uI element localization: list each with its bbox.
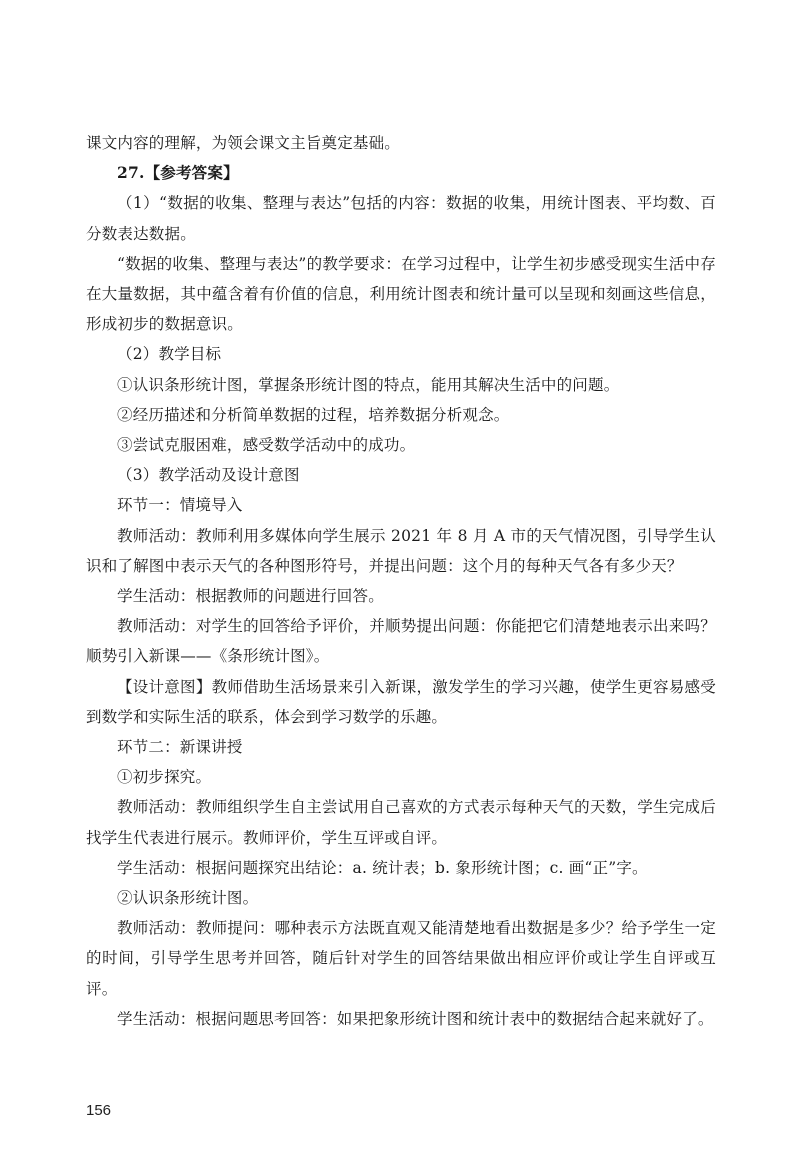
list-item: ②经历描述和分析简单数据的过程，培养数据分析观念。: [117, 405, 510, 424]
paragraph: “数据的收集、整理与表达”的教学要求：在学习过程中，让学生初步感受现实生活中存在大量数据，其中蕴含着有价值的信息，利用统计图表和统计量可以呈现和刻画这些信息，形成初步的数据意识。: [86, 254, 716, 334]
paragraph: 学生活动：根据教师的问题进行回答。: [117, 587, 384, 606]
paragraph: 学生活动：根据问题探究出结论：a. 统计表；b. 象形统计图；c. 画“正”字。: [117, 858, 648, 877]
paragraph: 学生活动：根据问题思考回答：如果把象形统计图和统计表中的数据结合起来就好了。: [117, 1009, 714, 1028]
list-item: ①初步探究。: [117, 768, 212, 787]
list-item: ①认识条形统计图，掌握条形统计图的特点，能用其解决生活中的问题。: [117, 375, 620, 394]
step-heading: 环节一：情境导入: [117, 496, 243, 515]
answer-heading: 27.【参考答案】: [117, 163, 239, 183]
paragraph: 教师活动：教师利用多媒体向学生展示 2021 年 8 月 A 市的天气情况图，引导学生认识和了解图中表示天气的各种图形符号，并提出问题：这个月的每种天气各有多少天？: [86, 526, 716, 575]
paragraph: 教师活动：教师组织学生自主尝试用自己喜欢的方式表示每种天气的天数，学生完成后找学生代表进行展示。教师评价，学生互评或自评。: [86, 798, 716, 847]
page-body: [86, 128, 716, 1034]
section-heading: （2）教学目标: [117, 345, 222, 364]
list-item: ②认识条形统计图。: [117, 889, 259, 908]
paragraph: （1）“数据的收集、整理与表达”包括的内容：数据的收集，用统计图表、平均数、百分数表达数据。: [86, 194, 716, 243]
design-intent: 【设计意图】教师借助生活场景来引入新课，激发学生的学习兴趣，使学生更容易感受到数学和实际生活的联系，体会到学习数学的乐趣。: [86, 677, 716, 726]
paragraph: 教师活动：教师提问：哪种表示方法既直观又能清楚地看出数据是多少？给予学生一定的时间，引导学生思考并回答，随后针对学生的回答结果做出相应评价或让学生自评或互评。: [86, 919, 716, 998]
section-heading: （3）教学活动及设计意图: [117, 466, 300, 485]
page-number: 156: [86, 1102, 112, 1119]
list-item: ③尝试克服困难，感受数学活动中的成功。: [117, 436, 416, 455]
paragraph: 课文内容的理解，为领会课文主旨奠定基础。: [86, 134, 401, 152]
paragraph: 教师活动：对学生的回答给予评价，并顺势提出问题：你能把它们清楚地表示出来吗？顺势引入新课——《条形统计图》。: [86, 617, 716, 666]
step-heading: 环节二：新课讲授: [117, 738, 243, 757]
